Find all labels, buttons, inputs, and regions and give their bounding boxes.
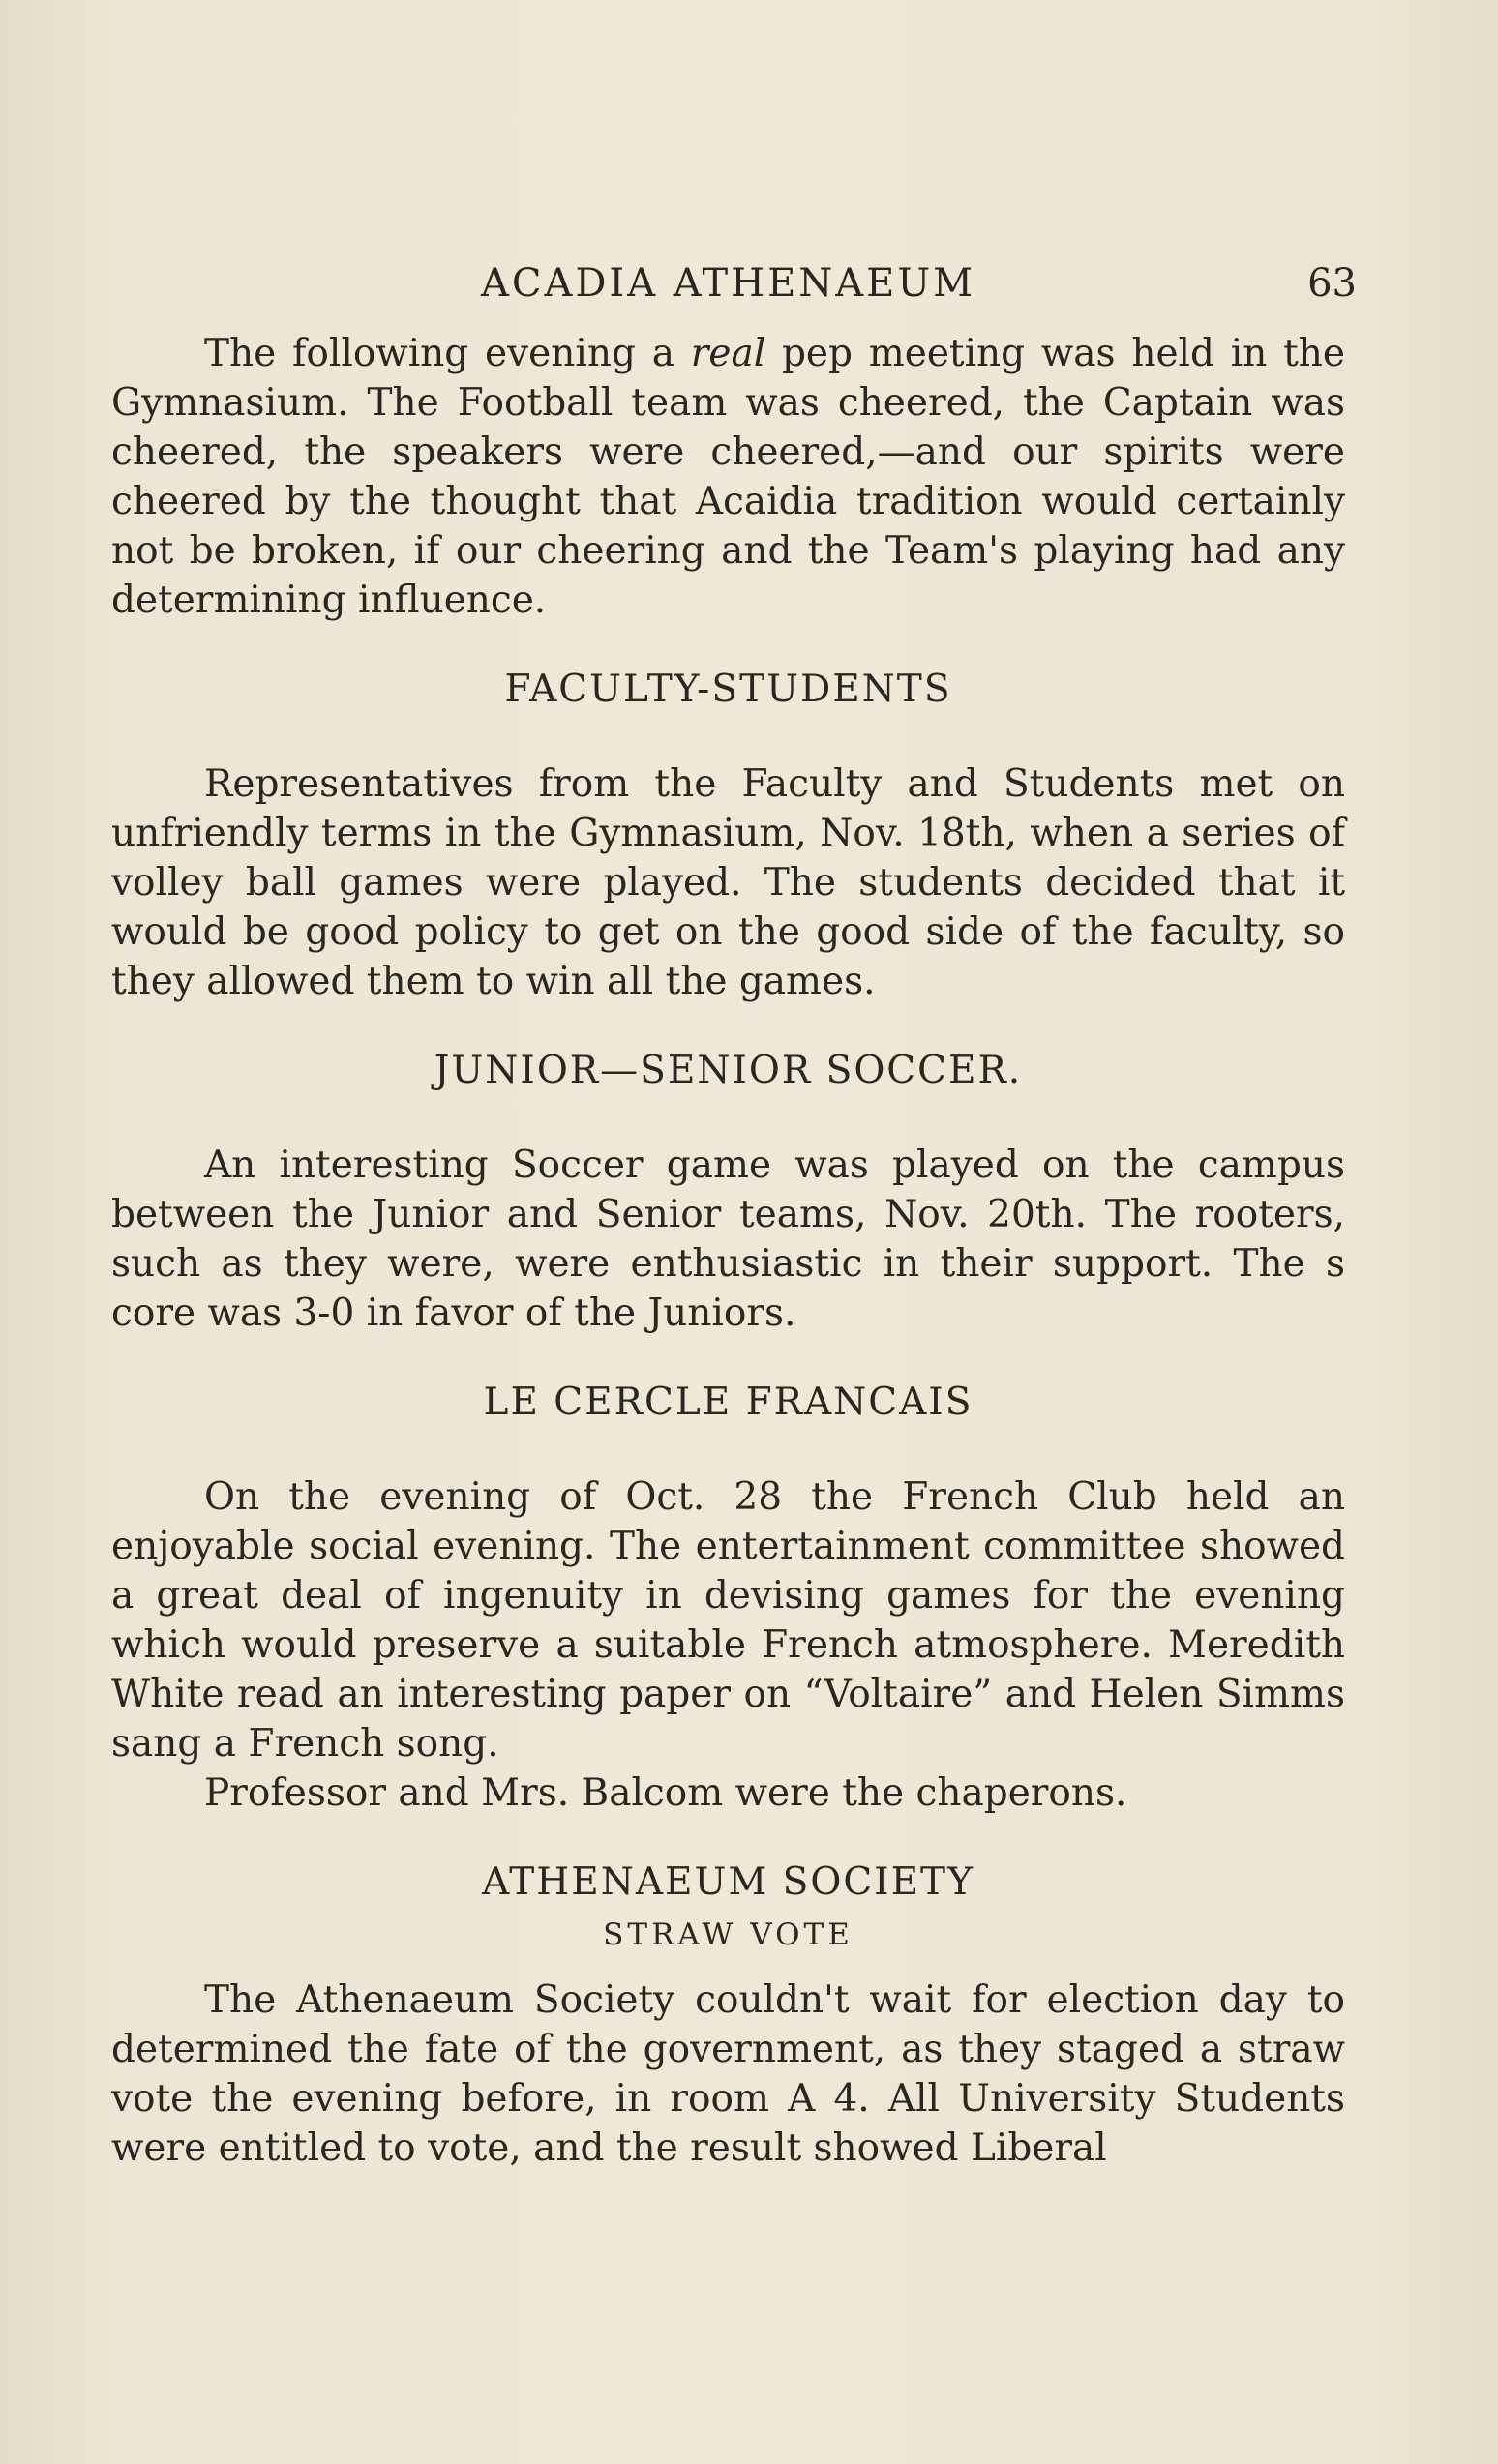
running-header (111, 261, 1357, 329)
italic-emphasis: real (690, 332, 766, 375)
text-segment: pep meeting was held in the Gymnasium. The Football team was cheered, the Captain was cheered, the speakers were cheered,—and our spirits were cheered by the thought that Acaidia tradition would certainly not be broken, if our cheering and the Team's playing had any determining influence. (111, 332, 1345, 622)
section-heading-athenaeum-society: ATHENAEUM SOCIETY (482, 1860, 974, 1904)
text-segment: The following evening a (204, 332, 691, 375)
paragraph-pep-meeting (111, 329, 1345, 625)
paragraph-straw-vote: The Athenaeum Society couldn't wait for election day to determined the fate of the government, as they staged a straw vote the evening before, in room A 4. All University Students were entitled to vote, and the result showed Liberal (111, 1978, 1345, 2170)
journal-title: ACADIA ATHENAEUM (480, 261, 976, 306)
paragraph-french-club: On the evening of Oct. 28 the French Club held an enjoyable social evening. The entertainment committee showed a great deal of ingenuity in devising games for the evening which would preserve a suitable French atmosphere. Meredith White read an interesting paper on “Voltaire” and Helen Simms sang a French song. (111, 1475, 1345, 1766)
paragraph-junior-senior-soccer: An interesting Soccer game was played on the campus between the Junior and Senior teams, Nov. 20th. The rooters, such as they were, were enthusiastic in their support. The s core was 3-0 in favor of the Juniors. (111, 1143, 1345, 1335)
section-heading-le-cercle-francais: LE CERCLE FRANCAIS (483, 1380, 974, 1424)
section-heading-junior-senior-soccer: JUNIOR—SENIOR SOCCER. (434, 1049, 1023, 1092)
paragraph-faculty-students: Representatives from the Faculty and Students met on unfriendly terms in the Gymnasium, Nov. 18th, when a series of volley ball games were played. The students decided that it would be good policy to get on the good side of the faculty, so they allowed them to win all the games. (111, 762, 1345, 1003)
subheading-straw-vote: STRAW VOTE (603, 1917, 854, 1952)
page-number: 63 (1307, 261, 1357, 306)
paragraph-chaperons: Professor and Mrs. Balcom were the chaperons. (204, 1771, 1127, 1815)
page-content (111, 261, 1357, 2173)
section-heading-faculty-students: FACULTY-STUDENTS (504, 668, 952, 711)
